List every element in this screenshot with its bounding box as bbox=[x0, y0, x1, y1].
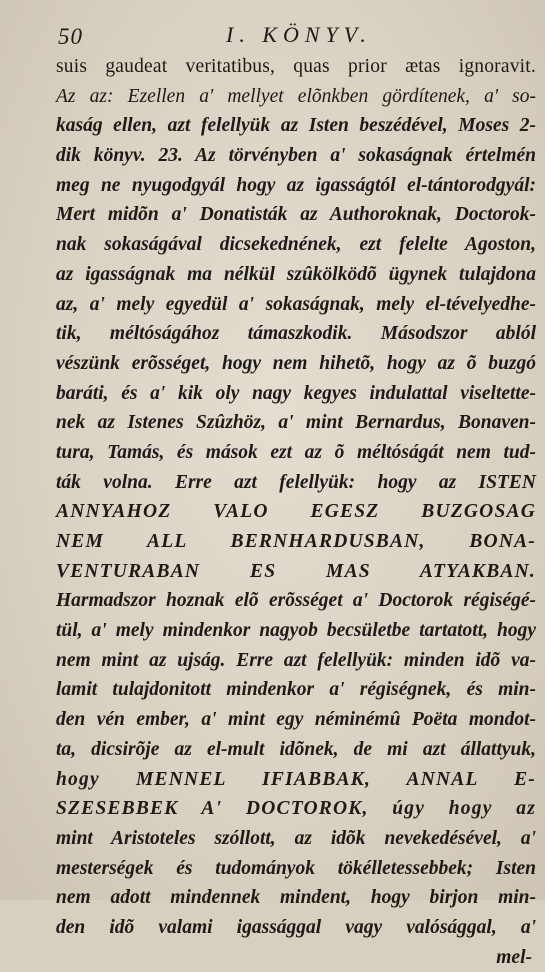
text-line: tura, Tamás, és mások ezt az õ méltóságát nem tud- bbox=[56, 441, 536, 463]
text-line: baráti, és a' kik oly nagy kegyes indulattal viseltette- bbox=[56, 382, 536, 404]
text-line: tik, méltóságához támaszkodik. Másodszor ablól bbox=[56, 323, 536, 345]
text-line: vészünk erõsséget, hogy nem hihetõ, hogy az õ buzgó bbox=[56, 352, 536, 374]
text-line: Mert midõn a' Donatisták az Authoroknak, Doctorok- bbox=[56, 204, 536, 226]
text-line: VENTURABAN ES MAS ATYAKBAN. bbox=[56, 560, 536, 582]
text-line: meg ne nyugodgyál hogy az igasságtól el-tántorodgyál: bbox=[56, 174, 536, 196]
text-line: nem mint az ujság. Erre azt felellyük: minden idõ va- bbox=[56, 649, 536, 671]
catchword: mel- bbox=[496, 946, 532, 968]
text-line: mint Aristoteles szóllott, az idõk nevekedésével, a' bbox=[56, 827, 536, 849]
text-line: az igasságnak ma nélkül szûkölködõ ügynek tulajdona bbox=[56, 263, 536, 285]
text-line: mesterségek és tudományok tökélletessebbek; Isten bbox=[56, 857, 536, 879]
page-number: 50 bbox=[58, 24, 83, 49]
body-text bbox=[56, 52, 536, 972]
running-head: I. KÖNYV. bbox=[226, 22, 372, 47]
text-line: ta, dicsirõje az el-mult idõnek, de mi azt állattyuk, bbox=[56, 738, 536, 760]
text-line: nak sokaságával dicsekednének, ezt felelte Agoston, bbox=[56, 234, 536, 256]
text-line: Az az: Ezellen a' mellyet elõnkben gördítenek, a' so- bbox=[56, 85, 536, 107]
text-line: nek az Istenes Szûzhöz, a' mint Bernardus, Bonaven- bbox=[56, 412, 536, 434]
text-line: ANNYAHOZ VALO EGESZ BUZGOSAG bbox=[56, 501, 536, 523]
text-line: kaság ellen, azt felellyük az Isten beszédével, Moses 2- bbox=[56, 115, 536, 137]
text-line: Harmadszor hoznak elõ erõsséget a' Doctorok régiségé- bbox=[56, 590, 536, 612]
text-line: SZESEBBEK A' DOCTOROK, úgy hogy az bbox=[56, 798, 536, 820]
text-line: ták volna. Erre azt felellyük: hogy az ISTEN bbox=[56, 471, 536, 493]
page-header bbox=[26, 18, 525, 52]
text-line: den vén ember, a' mint egy néminémû Poëta mondot- bbox=[56, 709, 536, 731]
text-line: nem adott mindennek mindent, hogy birjon min- bbox=[56, 887, 536, 909]
text-line: NEM ALL BERNHARDUSBAN, BONA- bbox=[56, 531, 536, 552]
text-line: den idõ valami igassággal vagy valósággal, a' bbox=[56, 916, 536, 938]
text-line: az, a' mely egyedül a' sokaságnak, mely el-tévelyedhe- bbox=[56, 293, 536, 315]
text-line: lamit tulajdonitott mindenkor a' régiségnek, és min- bbox=[56, 679, 536, 701]
text-line: hogy MENNEL IFIABBAK, ANNAL E- bbox=[56, 768, 536, 790]
text-line: dik könyv. 23. Az törvényben a' sokaságnak értelmén bbox=[56, 145, 536, 167]
text-line: tül, a' mely mindenkor nagyob becsületbe tartatott, hogy bbox=[56, 620, 536, 642]
text-line: suis gaudeat veritatibus, quas prior ætas ignoravit. bbox=[56, 56, 536, 77]
